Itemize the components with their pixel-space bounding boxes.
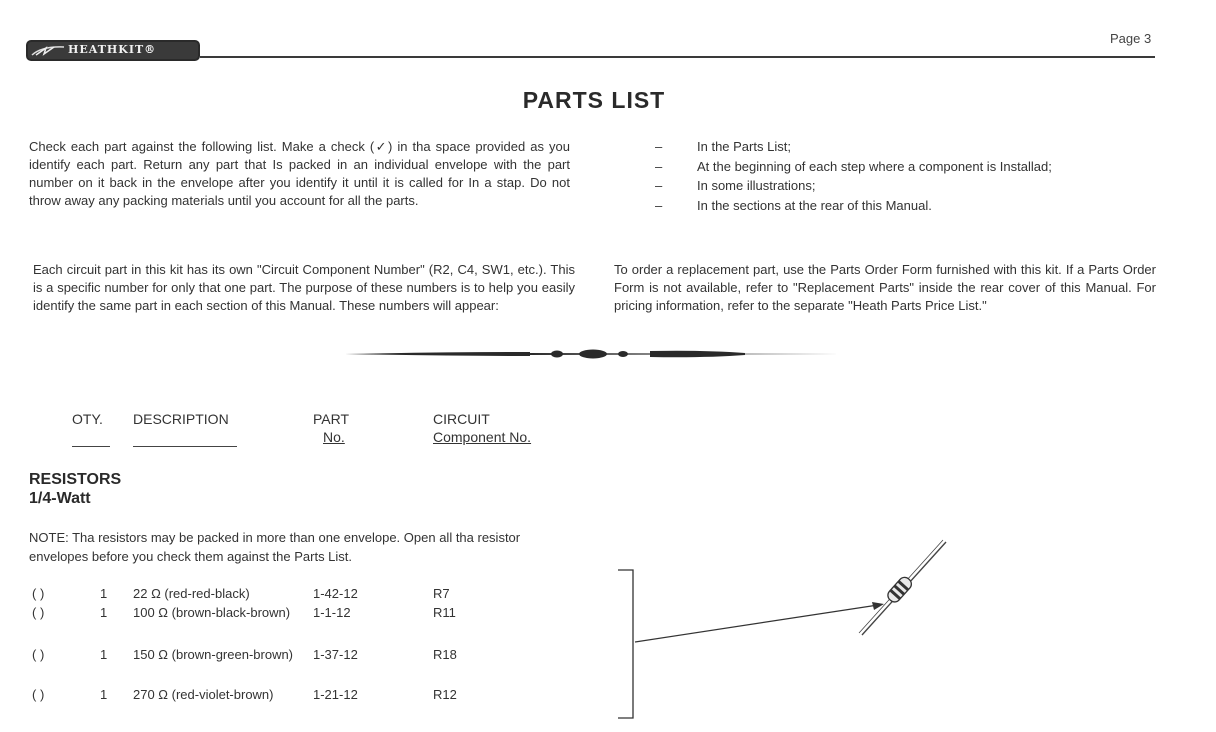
section-divider <box>345 346 845 362</box>
row-description: 150 Ω (brown-green-brown) <box>133 647 294 662</box>
arrow-head-icon <box>872 602 884 610</box>
row-part-number: 1-42-12 <box>313 586 358 601</box>
check-box[interactable]: ( ) <box>32 687 45 702</box>
logo-emblem-icon <box>30 43 66 58</box>
intro-paragraph-replacement: To order a replacement part, use the Parts Order Form furnished with this kit. If a Parts Order Form is not available, refer to "Replacement Parts" inside the rear cover of this Manual. For pricing information, refer to the separate "Heath Parts Price List." <box>614 262 1156 313</box>
column-header-description: DESCRIPTION <box>133 411 229 427</box>
row-qty: 1 <box>100 605 108 620</box>
column-underline <box>133 446 237 447</box>
row-qty: 1 <box>100 687 108 702</box>
row-component-number: R18 <box>433 647 457 662</box>
row-qty: 1 <box>100 647 108 662</box>
row-component-number: R11 <box>433 605 456 620</box>
header-rule <box>200 56 1155 58</box>
column-header-part: PART No. <box>313 411 350 445</box>
intro-paragraph-circuit-numbers: Each circuit part in this kit has its own "Circuit Component Number" (R2, C4, SW1, etc.). This is a specific number for only that one part. The purpose of these numbers is to help you easily identify the same part in each section of this Manual. These numbers will appear: <box>33 262 575 313</box>
section-title-resistors: RESISTORS 1/4-Watt <box>29 471 122 507</box>
row-description: 22 Ω (red-red-black) <box>133 586 250 601</box>
resistor-note: NOTE: Tha resistors may be packed in more than one envelope. Open all tha resistor envelopes before you check them against the Parts List. <box>29 530 521 564</box>
logo-text: HEATHKIT® <box>68 43 157 56</box>
check-box[interactable]: ( ) <box>32 586 45 601</box>
check-box[interactable]: ( ) <box>32 605 45 620</box>
column-header-qty: OTY. <box>72 411 103 427</box>
page-number: Page 3 <box>1110 31 1152 46</box>
appear-list <box>655 137 1175 215</box>
pointer-arrow <box>635 605 878 642</box>
heathkit-logo <box>26 40 200 61</box>
row-part-number: 1-37-12 <box>313 647 358 662</box>
row-description: 100 Ω (brown-black-brown) <box>133 605 291 620</box>
resistor-icon <box>859 540 946 635</box>
list-item: – In the Parts List; <box>655 139 791 154</box>
row-component-number: R7 <box>433 586 450 601</box>
check-box[interactable]: ( ) <box>32 647 45 662</box>
bracket <box>618 570 633 718</box>
list-item: – In some illustrations; <box>655 178 816 193</box>
row-description: 270 Ω (red-violet-brown) <box>133 687 274 702</box>
row-qty: 1 <box>100 586 108 601</box>
page-title: PARTS LIST <box>522 87 666 113</box>
column-underline <box>72 446 110 447</box>
column-header-circuit: CIRCUIT Component No. <box>433 411 532 445</box>
row-part-number: 1-21-12 <box>313 687 358 702</box>
intro-paragraph-check: Check each part against the following list. Make a check (✓) in tha space provided as you identify each part. Return any part that Is packed in an individual envelope with the part number on it back in the envelope after you identify it until it is called for In a stap. Do not throw away any packing materials until you account for all the parts. <box>29 139 570 208</box>
list-item: – At the beginning of each step where a component is Installad; <box>655 158 1052 174</box>
row-component-number: R12 <box>433 687 457 702</box>
list-item: – In the sections at the rear of this Manual. <box>655 197 932 213</box>
row-part-number: 1-1-12 <box>313 605 351 620</box>
resistor-illustration <box>600 530 960 725</box>
